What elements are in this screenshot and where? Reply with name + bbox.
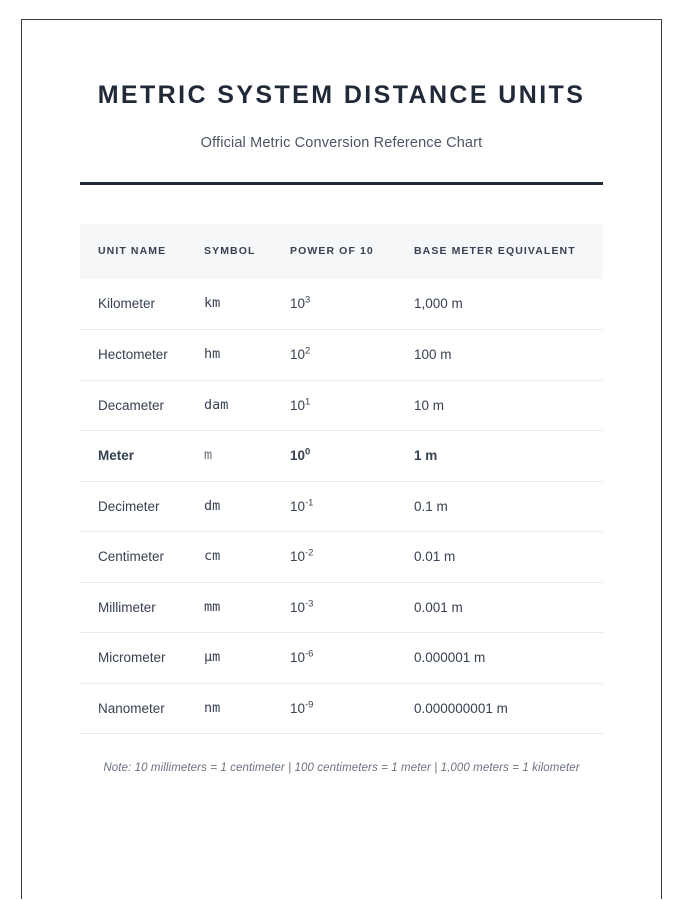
cell-unit-name: Decameter bbox=[80, 380, 204, 431]
power-base: 10 bbox=[290, 498, 306, 514]
cell-unit-name: Meter bbox=[80, 431, 204, 482]
document-page bbox=[21, 19, 662, 899]
cell-unit-name: Millimeter bbox=[80, 582, 204, 633]
cell-base-meter-equivalent: 0.001 m bbox=[414, 582, 603, 633]
cell-base-meter-equivalent: 1,000 m bbox=[414, 279, 603, 329]
page-subtitle: Official Metric Conversion Reference Chart bbox=[200, 135, 483, 152]
table-row bbox=[80, 330, 603, 381]
table-row bbox=[80, 683, 603, 734]
power-exponent: 2 bbox=[305, 345, 311, 357]
cell-unit-name: Micrometer bbox=[80, 633, 204, 684]
table-row bbox=[80, 431, 603, 482]
power-base: 10 bbox=[290, 650, 306, 666]
cell-power-of-10 bbox=[290, 633, 414, 684]
table-header bbox=[80, 224, 603, 279]
cell-unit-name: Nanometer bbox=[80, 683, 204, 734]
cell-base-meter-equivalent: 0.01 m bbox=[414, 532, 603, 583]
page-title: METRIC SYSTEM DISTANCE UNITS bbox=[97, 81, 586, 109]
cell-unit-name: Kilometer bbox=[80, 279, 204, 329]
power-base: 10 bbox=[290, 448, 306, 464]
cell-unit-name: Hectometer bbox=[80, 330, 204, 381]
cell-symbol: km bbox=[204, 279, 290, 329]
cell-power-of-10 bbox=[290, 431, 414, 482]
cell-unit-name: Decimeter bbox=[80, 481, 204, 532]
cell-symbol: nm bbox=[204, 683, 290, 734]
power-exponent: 0 bbox=[305, 446, 311, 458]
column-header-symbol: SYMBOL bbox=[204, 245, 256, 258]
cell-power-of-10 bbox=[290, 279, 414, 329]
cell-symbol: cm bbox=[204, 532, 290, 583]
cell-base-meter-equivalent: 1 m bbox=[414, 431, 603, 482]
cell-power-of-10 bbox=[290, 532, 414, 583]
power-exponent: -1 bbox=[305, 497, 314, 509]
cell-symbol: dm bbox=[204, 481, 290, 532]
cell-base-meter-equivalent: 10 m bbox=[414, 380, 603, 431]
cell-base-meter-equivalent: 0.1 m bbox=[414, 481, 603, 532]
cell-symbol: m bbox=[204, 431, 290, 482]
cell-power-of-10 bbox=[290, 481, 414, 532]
power-exponent: 3 bbox=[305, 294, 311, 306]
table-row bbox=[80, 532, 603, 583]
cell-base-meter-equivalent: 0.000001 m bbox=[414, 633, 603, 684]
cell-power-of-10 bbox=[290, 582, 414, 633]
table-row bbox=[80, 279, 603, 329]
cell-base-meter-equivalent: 0.000000001 m bbox=[414, 683, 603, 734]
cell-symbol: mm bbox=[204, 582, 290, 633]
column-header-unit-name: UNIT NAME bbox=[98, 245, 167, 258]
power-exponent: -9 bbox=[305, 699, 314, 711]
column-header-base-meter-equivalent: BASE METER EQUIVALENT bbox=[414, 245, 576, 258]
power-base: 10 bbox=[290, 397, 306, 413]
power-exponent: -3 bbox=[305, 598, 314, 610]
power-exponent: -2 bbox=[305, 547, 314, 559]
table-row bbox=[80, 633, 603, 684]
cell-base-meter-equivalent: 100 m bbox=[414, 330, 603, 381]
power-exponent: -6 bbox=[305, 648, 314, 660]
table-row bbox=[80, 582, 603, 633]
footer-note: Note: 10 millimeters = 1 centimeter | 100 centimeters = 1 meter | 1,000 meters = 1 kilometer bbox=[103, 762, 580, 775]
column-header-power-of-10: POWER OF 10 bbox=[290, 245, 374, 258]
table-row bbox=[80, 481, 603, 532]
power-base: 10 bbox=[290, 599, 306, 615]
power-base: 10 bbox=[290, 347, 306, 363]
cell-power-of-10 bbox=[290, 683, 414, 734]
cell-symbol: hm bbox=[204, 330, 290, 381]
table-body bbox=[80, 279, 603, 733]
metric-units-table bbox=[80, 224, 603, 734]
table-header-row bbox=[80, 224, 603, 279]
power-base: 10 bbox=[290, 296, 306, 312]
table-row bbox=[80, 380, 603, 431]
document-content bbox=[22, 20, 661, 774]
cell-power-of-10 bbox=[290, 380, 414, 431]
cell-symbol: dam bbox=[204, 380, 290, 431]
title-divider bbox=[80, 182, 603, 185]
cell-unit-name: Centimeter bbox=[80, 532, 204, 583]
power-exponent: 1 bbox=[305, 396, 311, 408]
cell-power-of-10 bbox=[290, 330, 414, 381]
power-base: 10 bbox=[290, 549, 306, 565]
cell-symbol: μm bbox=[204, 633, 290, 684]
power-base: 10 bbox=[290, 700, 306, 716]
